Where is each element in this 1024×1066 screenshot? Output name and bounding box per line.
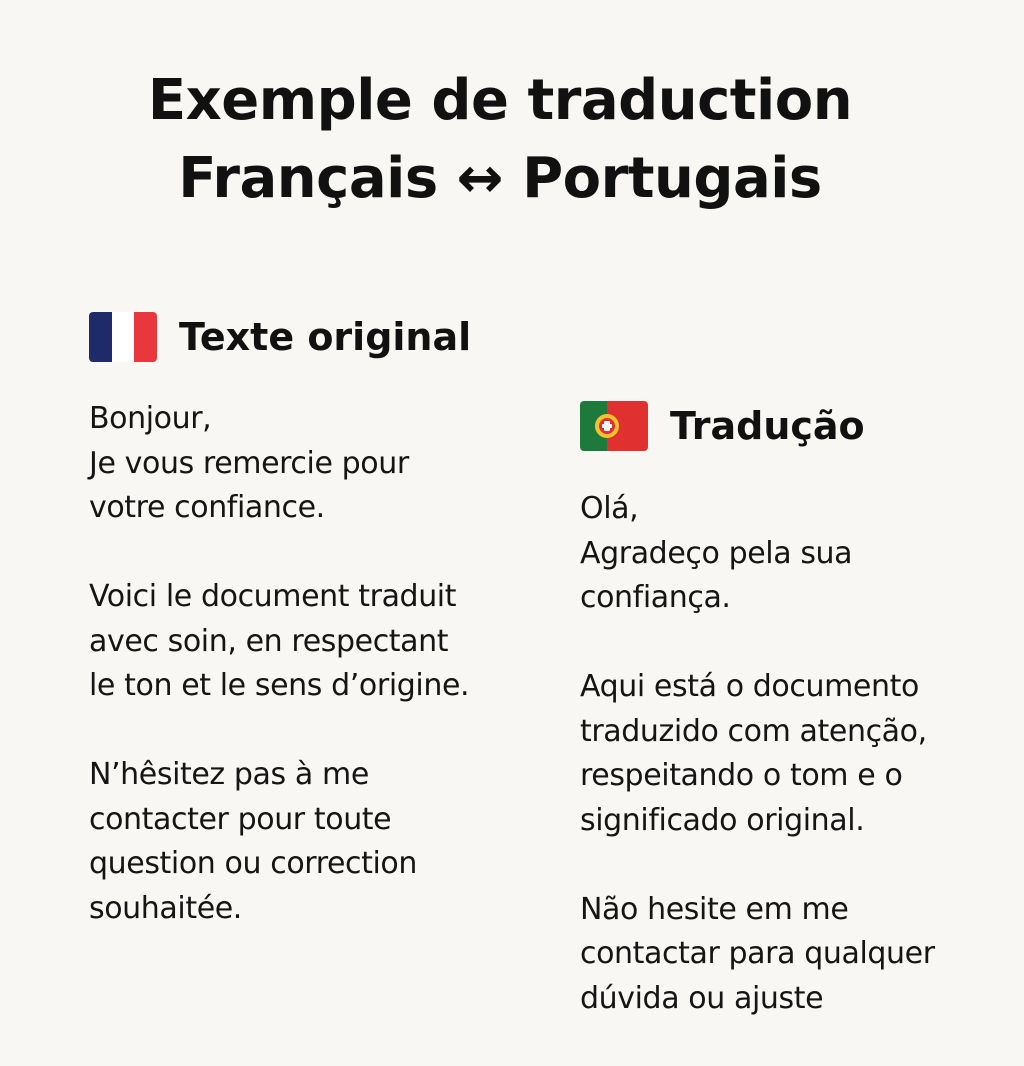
text-line: Olá,: [580, 491, 639, 526]
portuguese-paragraph: [580, 487, 1020, 621]
portuguese-text: [580, 487, 1020, 1066]
text-line: contacter pour toute: [89, 801, 392, 837]
text-line: avec soin, en respectant: [89, 623, 449, 659]
text-line: Aqui está o documento: [580, 669, 919, 704]
french-heading: Texte original: [179, 315, 472, 359]
text-line: votre confiance.: [89, 490, 325, 525]
text-line: Bonjour,: [89, 401, 212, 436]
portuguese-paragraph: [580, 888, 1020, 1022]
text-line: dúvida ou ajuste: [580, 980, 824, 1016]
text-line: Voici le document traduit: [89, 579, 457, 614]
page-title: [0, 62, 1000, 218]
text-line: contactar para qualquer: [580, 936, 935, 971]
text-line: respeitando o tom e o: [580, 758, 903, 793]
portuguese-paragraph: [580, 665, 1020, 843]
french-paragraph: [89, 575, 529, 709]
france-flag-icon: [89, 312, 157, 362]
text-line: souhaitée.: [89, 890, 242, 926]
text-line: N’hêsitez pas à me: [89, 757, 369, 792]
portuguese-heading: Tradução: [670, 404, 865, 448]
french-paragraph: [89, 753, 529, 931]
title-line-2: Français ↔ Portugais: [178, 146, 822, 211]
french-column-header: [89, 312, 471, 362]
text-line: Agradeço pela sua: [580, 535, 853, 571]
text-line: confiança.: [580, 580, 731, 615]
french-text: [89, 397, 529, 976]
text-line: Não hesite em me: [580, 891, 849, 927]
french-paragraph: [89, 397, 529, 531]
portuguese-column-header: [580, 401, 865, 451]
text-line: le ton et le sens d’origine.: [89, 668, 470, 703]
text-line: question ou correction: [89, 846, 417, 881]
portugal-flag-icon: [580, 401, 648, 451]
text-line: traduzido com atenção,: [580, 713, 927, 749]
text-line: significado original.: [580, 802, 865, 838]
title-line-1: Exemple de traduction: [147, 68, 853, 133]
text-line: Je vous remercie pour: [89, 445, 409, 481]
